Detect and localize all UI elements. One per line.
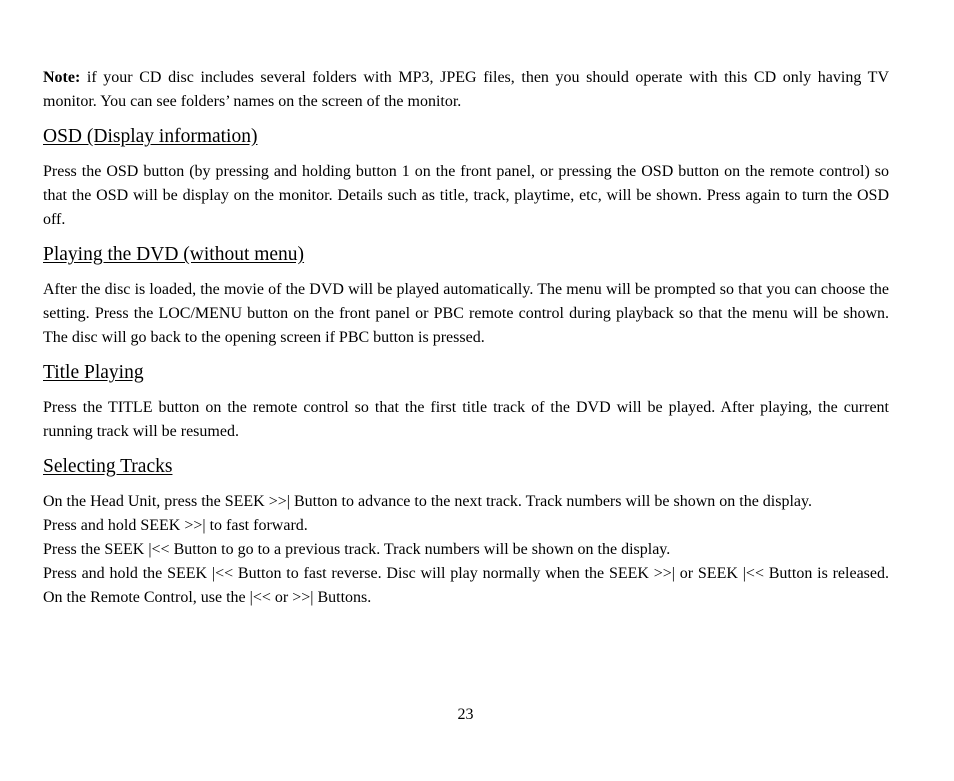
note-label: Note: [43, 69, 81, 86]
section-heading-playing-dvd: Playing the DVD (without menu) [43, 244, 305, 265]
page-number: 23 [457, 706, 474, 723]
section-heading-selecting-tracks: Selecting Tracks [43, 456, 173, 477]
document-page [43, 66, 889, 620]
section-paragraph: Press the OSD button (by pressing and holding button 1 on the front panel, or pressing the OSD button on the remote control) so that the OSD will be display on the monitor. Details such as title, track, playtime, etc, will be shown. Press again to turn the OSD off. [43, 163, 889, 228]
section-paragraph: Press and hold the SEEK |<< Button to fast reverse. Disc will play normally when the SEEK >>| or SEEK |<< Button is released. On the Remote Control, use the |<< or >>| Buttons. [43, 565, 889, 606]
section-playing-dvd [43, 242, 889, 350]
section-paragraph: Press and hold SEEK >>| to fast forward. [43, 517, 308, 534]
section-paragraph: On the Head Unit, press the SEEK >>| Button to advance to the next track. Track numbers will be shown on the display. [43, 493, 812, 510]
section-paragraph: Press the TITLE button on the remote control so that the first title track of the DVD will be played. After playing, the current running track will be resumed. [43, 399, 889, 440]
section-paragraph: After the disc is loaded, the movie of the DVD will be played automatically. The menu will be prompted so that you can choose the setting. Press the LOC/MENU button on the front panel or PBC remote control during playback so that the menu will be shown. The disc will go back to the opening screen if PBC button is pressed. [43, 281, 889, 346]
section-title-playing [43, 360, 889, 444]
section-selecting-tracks [43, 454, 889, 610]
note-paragraph [43, 66, 889, 114]
section-heading-title-playing: Title Playing [43, 362, 144, 383]
section-paragraph: Press the SEEK |<< Button to go to a previous track. Track numbers will be shown on the display. [43, 541, 671, 558]
section-osd [43, 124, 889, 232]
note-text: if your CD disc includes several folders with MP3, JPEG files, then you should operate with this CD only having TV monitor. You can see folders’ names on the screen of the monitor. [43, 69, 889, 110]
section-heading-osd: OSD (Display information) [43, 126, 258, 147]
